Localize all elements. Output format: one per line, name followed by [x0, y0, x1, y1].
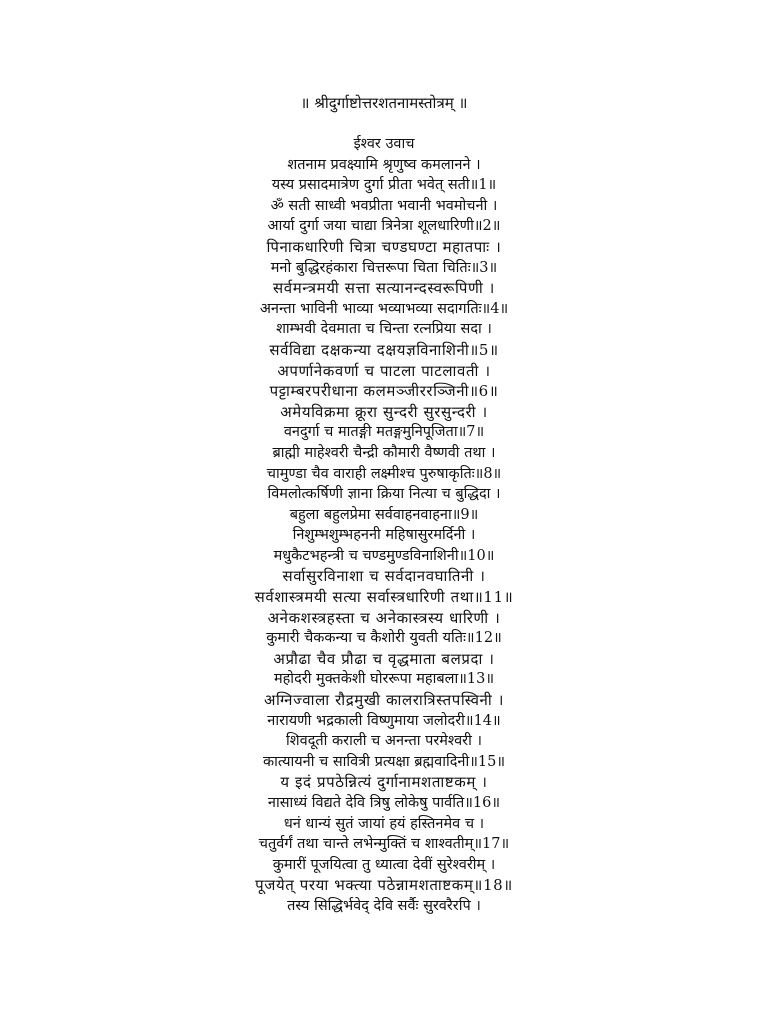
verse-list [0, 134, 768, 917]
verse-line: मधुकैटभहन्त्री च चण्डमुण्डविनाशिनी॥10॥ [273, 547, 495, 564]
verse-line: सर्वशास्त्रमयी सत्या सर्वास्त्रधारिणी तथा॥11॥ [254, 588, 514, 607]
verse-line: आर्या दुर्गा जया चाद्या त्रिनेत्रा शूलधारिणी॥2॥ [267, 218, 501, 235]
verse-line: बहुला बहुलप्रेमा सर्ववाहनवाहना॥9॥ [289, 506, 479, 523]
verse-line: पिनाकधारिणी चित्रा चण्डघण्टा महातपाः । [266, 237, 502, 256]
verse-line: चामुण्डा चैव वाराही लक्ष्मीश्च पुरुषाकृतिः॥8॥ [266, 465, 502, 482]
verse-line: निशुम्भशुम्भहननी महिषासुरमर्दिनी । [292, 527, 476, 544]
verse-line: अप्रौढा चैव प्रौढा च वृद्धमाता बलप्रदा । [273, 649, 495, 668]
verse-line: मनो बुद्धिरहंकारा चित्तरूपा चिता चितिः॥3॥ [270, 259, 498, 276]
verse-line: धनं धान्यं सुतं जायां हयं हस्तिनमेव च । [283, 815, 485, 832]
verse-line: अमेयविक्रमा क्रूरा सुन्दरी सुरसुन्दरी । [280, 402, 488, 421]
verse-line: वनदुर्गा च मातङ्गी मतङ्गमुनिपूजिता॥7॥ [283, 424, 485, 441]
verse-line: अनेकशस्त्रहस्ता च अनेकास्त्रस्य धारिणी । [267, 608, 501, 627]
verse-line: नारायणी भद्रकाली विष्णुमाया जलोदरी॥14॥ [267, 712, 501, 729]
verse-line: विमलोत्कर्षिणी ज्ञाना क्रिया नित्या च बुद्धिदा । [267, 486, 501, 503]
verse-line: सर्वासुरविनाशा च सर्वदानवघातिनी । [282, 567, 486, 586]
verse-line: य इदं प्रपठेन्नित्यं दुर्गानामशताष्टकम् । [280, 773, 488, 792]
verse-line: नासाध्यं विद्यते देवि त्रिषु लोकेषु पार्वति॥16॥ [267, 795, 501, 811]
verse-line: अनन्ता भाविनी भाव्या भव्याभव्या सदागतिः॥4॥ [259, 300, 509, 317]
verse-line: तस्य सिद्धिर्भवेद् देवि सर्वैः सुरवरैरपि । [287, 897, 481, 914]
verse-line: ब्राह्मी माहेश्वरी चैन्द्री कौमारी वैष्णवी तथा । [272, 444, 496, 461]
stotra-title: ॥ श्रीदुर्गाष्टोत्तरशतनामस्तोत्रम् ॥ [300, 94, 468, 112]
verse-line: पट्टाम्बरपरीधाना कलमञ्जीररञ्जिनी॥6॥ [269, 382, 499, 401]
verse-line: चतुर्वर्गं तथा चान्ते लभेन्मुक्तिं च शाश्वतीम्॥17॥ [258, 836, 510, 853]
verse-line: कुमारी चैककन्या च कैशोरी युवती यतिः॥12॥ [266, 630, 502, 647]
verse-line: सर्वमन्त्रमयी सत्ता सत्यानन्दस्वरूपिणी । [273, 279, 495, 298]
verse-line: ईश्वर उवाच [353, 136, 415, 152]
verse-line: यस्य प्रसादमात्रेण दुर्गा प्रीता भवेत् सती॥1॥ [271, 177, 497, 194]
verse-line: महोदरी मुक्तकेशी घोररूपा महाबला॥13॥ [273, 671, 495, 688]
verse-line: शिवदूती कराली च अनन्ता परमेश्वरी । [286, 733, 482, 750]
verse-line: ॐ सती साध्वी भवप्रीता भवानी भवमोचनी । [270, 197, 498, 214]
verse-line: शाम्भवी देवमाता च चिन्ता रत्नप्रिया सदा । [276, 321, 492, 338]
verse-line: पूजयेत् परया भक्त्या पठेन्नामशताष्टकम्॥18॥ [255, 876, 513, 895]
verse-line: सर्वविद्या दक्षकन्या दक्षयज्ञविनाशिनी॥5॥ [269, 340, 499, 359]
verse-line: अग्निज्वाला रौद्रमुखी कालरात्रिस्तपस्विनी । [264, 691, 504, 710]
verse-line: अपर्णानेकवर्णा च पाटला पाटलावती । [277, 361, 491, 380]
verse-line: कात्यायनी च सावित्री प्रत्यक्षा ब्रह्मवादिनी॥15॥ [262, 753, 506, 770]
verse-line: कुमारीं पूजयित्वा तु ध्यात्वा देवीं सुरेश्वरीम् । [272, 856, 496, 873]
verse-line: शतनाम प्रवक्ष्यामि श्रृणुष्व कमलानने । [287, 156, 481, 173]
